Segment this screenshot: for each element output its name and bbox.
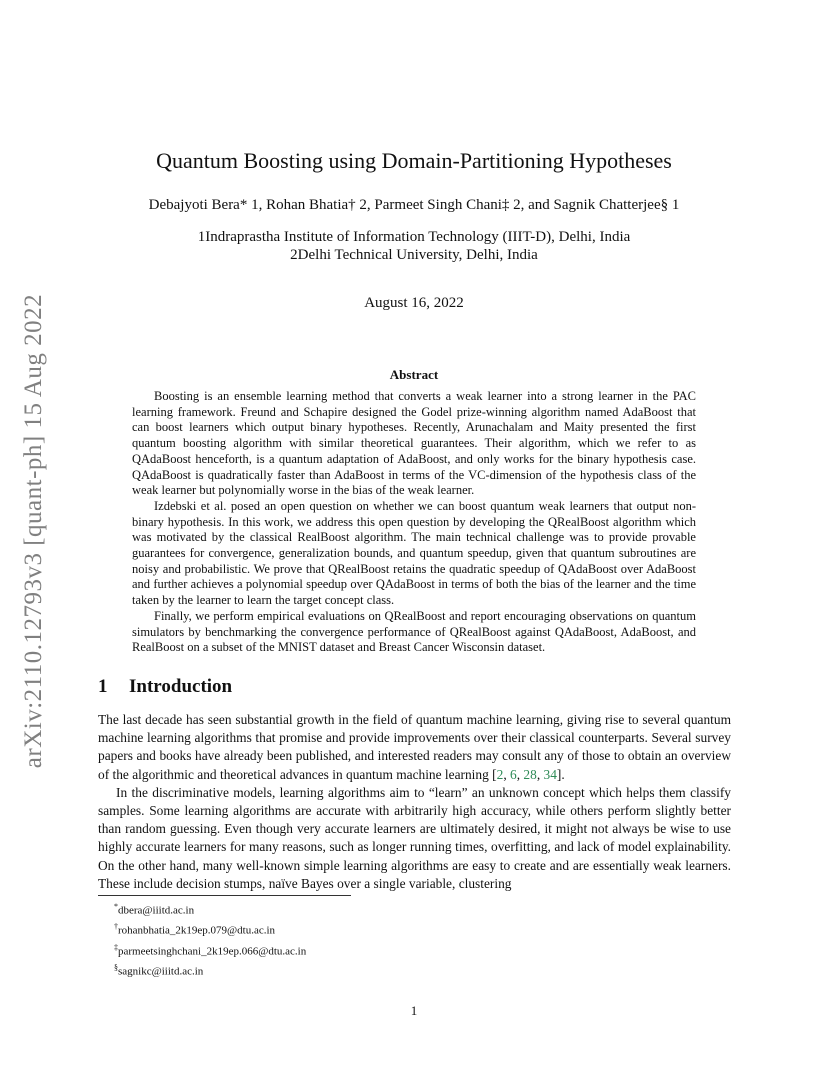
footnote-mark: § (114, 962, 118, 972)
paper-title: Quantum Boosting using Domain-Partitioning Hypotheses (156, 148, 672, 173)
intro-paragraph-1-text: The last decade has seen substantial growth in the field of quantum machine learning, giving rise to several quantum machine learning algorithms that promise and provide improvements over their classical counterparts. Several survey papers and books have already been published, and interested readers may consult any of those to obtain an overview of the algorithmic and theoretical advances in quantum machine learning (98, 712, 731, 782)
footnote-email[interactable]: parmeetsinghchani_2k19ep.066@dtu.ac.in (118, 945, 307, 958)
intro-paragraph-1: The last decade has seen substantial growth in the field of quantum machine learning, giving rise to several quantum machine learning algorithms that promise and provide improvements over their classical counterparts. Several survey papers and books have already been published, and interested readers may consult any of those to obtain an overview of the algorithmic and theoretical advances in quantum machine learning [2, 6, 28, 34]. (98, 712, 731, 782)
introduction-body (98, 711, 731, 893)
footnote-mark: † (114, 922, 118, 932)
abstract-paragraph: Boosting is an ensemble learning method that converts a weak learner into a strong learner in the PAC learning framework. Freund and Schapire designed the Godel prize-winning algorithm named AdaBoost that can boost learners which output binary hypotheses. Recently, Arunachalam and Maity presented the first quantum boosting algorithm with similar theoretical guarantees. Their algorithm, which we refer to as QAdaBoost henceforth, is a quantum adaptation of AdaBoost, and only works for the binary hypothesis case. QAdaBoost is quadratically faster than AdaBoost in terms of the VC-dimension of the hypothesis class of the weak learner but polynomially worse in the bias of the weak learner. (132, 389, 696, 498)
footnote-mark: ‡ (114, 942, 118, 952)
citation-link[interactable]: 28 (523, 766, 537, 782)
arxiv-identifier[interactable]: arXiv:2110.12793v3 [quant-ph] 15 Aug 2022 (20, 293, 47, 769)
footnote (114, 899, 306, 919)
authors-text: Debajyoti Bera* 1, Rohan Bhatia† 2, Parmeet Singh Chani‡ 2, and Sagnik Chatterjee§ 1 (148, 197, 680, 213)
footnote-email[interactable]: dbera@iiitd.ac.in (118, 904, 195, 917)
affiliation-2: 2Delhi Technical University, Delhi, India (290, 247, 538, 263)
author-list (0, 197, 828, 214)
footnote-divider (98, 895, 351, 896)
abstract-paragraph: Izdebski et al. posed an open question on whether we can boost quantum weak learners that output non-binary hypothesis. In this work, we address this open question by developing the QRealBoost algorithm which was motivated by the classical RealBoost algorithm. The main technical challenge was to provide provable guarantees for convergence, generalization bounds, and quantum speedup, given that quantum subroutines are noisy and probabilistic. We prove that QRealBoost retains the quadratic speedup of QAdaBoost over AdaBoost and further achieves a polynomial speedup over QAdaBoost in terms of both the bias of the learner and the time taken by the learner to learn the target concept class. (132, 498, 696, 608)
abstract-body (132, 389, 696, 656)
affiliation-1: 1Indraprastha Institute of Information Technology (IIIT-D), Delhi, India (197, 229, 631, 245)
footnote (114, 919, 306, 939)
citation-link[interactable]: 6 (510, 766, 517, 782)
section-title: Introduction (129, 676, 233, 697)
footnote (114, 940, 306, 960)
abstract-heading: Abstract (389, 367, 439, 382)
citation-link[interactable]: 34 (543, 766, 557, 782)
abstract-paragraph: Finally, we perform empirical evaluations on QRealBoost and report encouraging observations on quantum simulators by benchmarking the convergence performance of QRealBoost against QAdaBoost, AdaBoost, and RealBoost on a subset of the MNIST dataset and Breast Cancer Wisconsin dataset. (132, 608, 696, 655)
citation-link[interactable]: 2 (496, 766, 504, 782)
footnote-email[interactable]: rohanbhatia_2k19ep.079@dtu.ac.in (118, 924, 276, 937)
section-heading-introduction (98, 676, 232, 698)
publication-date: August 16, 2022 (364, 295, 464, 311)
footnote (114, 960, 306, 980)
footnote-email[interactable]: sagnikc@iiitd.ac.in (118, 965, 204, 978)
intro-paragraph-2: In the discriminative models, learning algorithms aim to “learn” an unknown concept which helps them classify samples. Some learning algorithms are accurate with arbitrarily high accuracy, while others perform slightly better than random guessing. Even though very accurate learners are ultimately desired, it might not always be wise to use highly accurate learners for many reasons, such as longer running times, overfitting, and lack of model explainability. On the other hand, many well-known simple learning algorithms are easy to create and are essentially weak learners. These include decision stumps, naïve Bayes over a single variable, clustering (98, 784, 731, 891)
section-number: 1 (98, 676, 108, 697)
footnotes (114, 899, 306, 980)
footnote-mark: * (114, 902, 118, 911)
page-number: 1 (410, 1003, 418, 1018)
